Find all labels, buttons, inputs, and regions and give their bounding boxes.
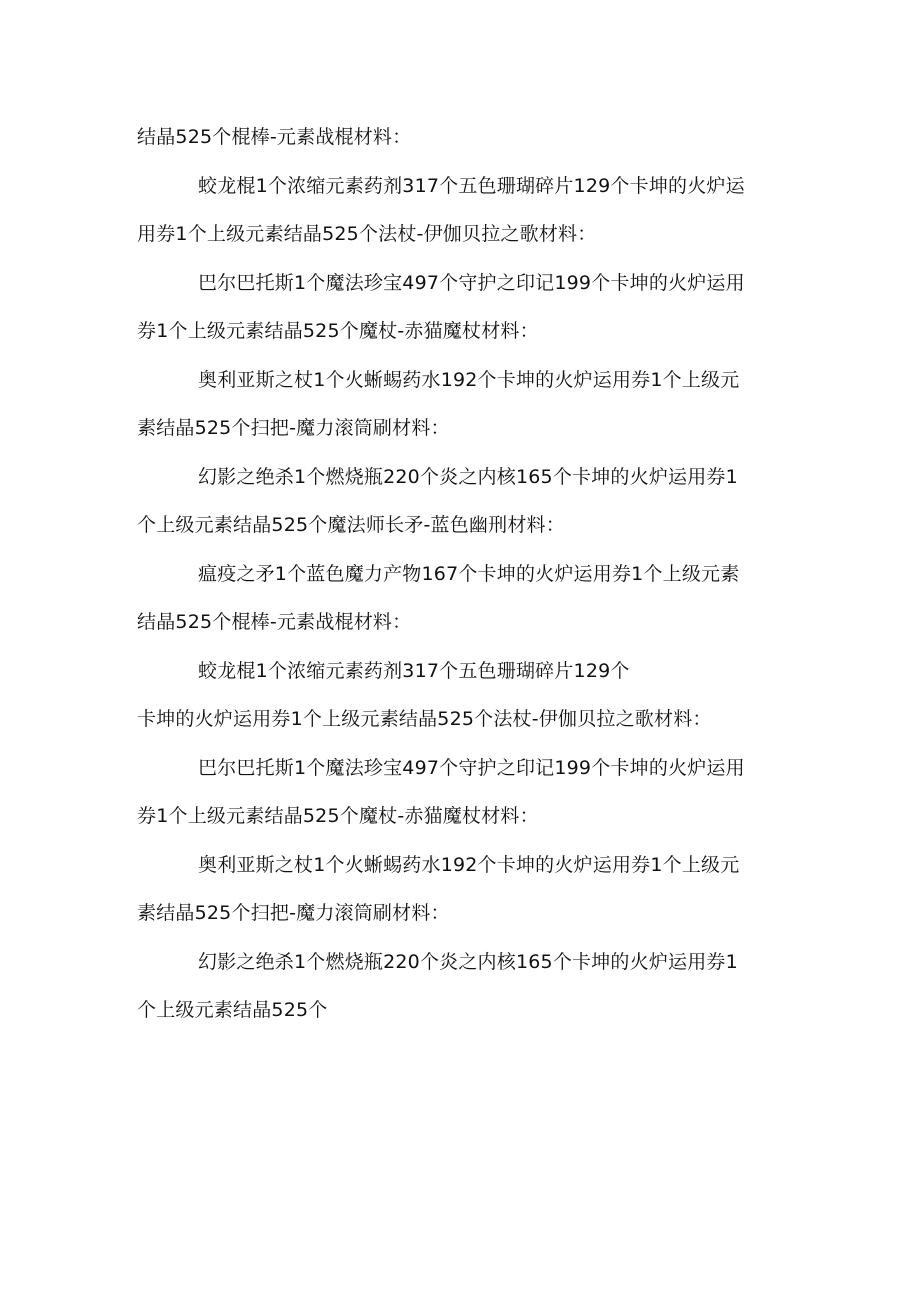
- text-line: 个上级元素结晶525个魔法师长矛-蓝色幽刑材料：: [137, 514, 565, 536]
- text-line: 幻影之绝杀1个燃烧瓶220个炎之内核165个卡坤的火炉运用券1: [198, 950, 738, 973]
- text-line: 卡坤的火炉运用券1个上级元素结晶525个法杖-伊伽贝拉之歌材料：: [137, 708, 712, 730]
- text-line: 券1个上级元素结晶525个魔杖-赤猫魔杖材料：: [137, 320, 539, 342]
- text-line: 幻影之绝杀1个燃烧瓶220个炎之内核165个卡坤的火炉运用券1: [198, 465, 738, 488]
- text-line: 券1个上级元素结晶525个魔杖-赤猫魔杖材料：: [137, 805, 539, 827]
- text-line: 巴尔巴托斯1个魔法珍宝497个守护之印记199个卡坤的火炉运用: [198, 756, 745, 779]
- text-line: 结晶525个棍棒-元素战棍材料：: [137, 126, 412, 148]
- text-line: 用券1个上级元素结晶525个法杖-伊伽贝拉之歌材料：: [137, 223, 597, 245]
- text-line: 瘟疫之矛1个蓝色魔力产物167个卡坤的火炉运用券1个上级元素: [198, 562, 740, 585]
- text-line: 个上级元素结晶525个: [137, 999, 328, 1021]
- text-line: 结晶525个棍棒-元素战棍材料：: [137, 611, 412, 633]
- text-line: 奥利亚斯之杖1个火蜥蜴药水192个卡坤的火炉运用券1个上级元: [198, 853, 740, 876]
- text-line: 巴尔巴托斯1个魔法珍宝497个守护之印记199个卡坤的火炉运用: [198, 271, 745, 294]
- text-line: 素结晶525个扫把-魔力滚筒刷材料：: [137, 417, 450, 439]
- text-line: 蛟龙棍1个浓缩元素药剂317个五色珊瑚碎片129个卡坤的火炉运: [198, 174, 745, 197]
- text-line: 奥利亚斯之杖1个火蜥蜴药水192个卡坤的火炉运用券1个上级元: [198, 368, 740, 391]
- text-line: 蛟龙棍1个浓缩元素药剂317个五色珊瑚碎片129个: [198, 659, 630, 682]
- body-text: [137, 119, 797, 1041]
- text-line: 素结晶525个扫把-魔力滚筒刷材料：: [137, 902, 450, 924]
